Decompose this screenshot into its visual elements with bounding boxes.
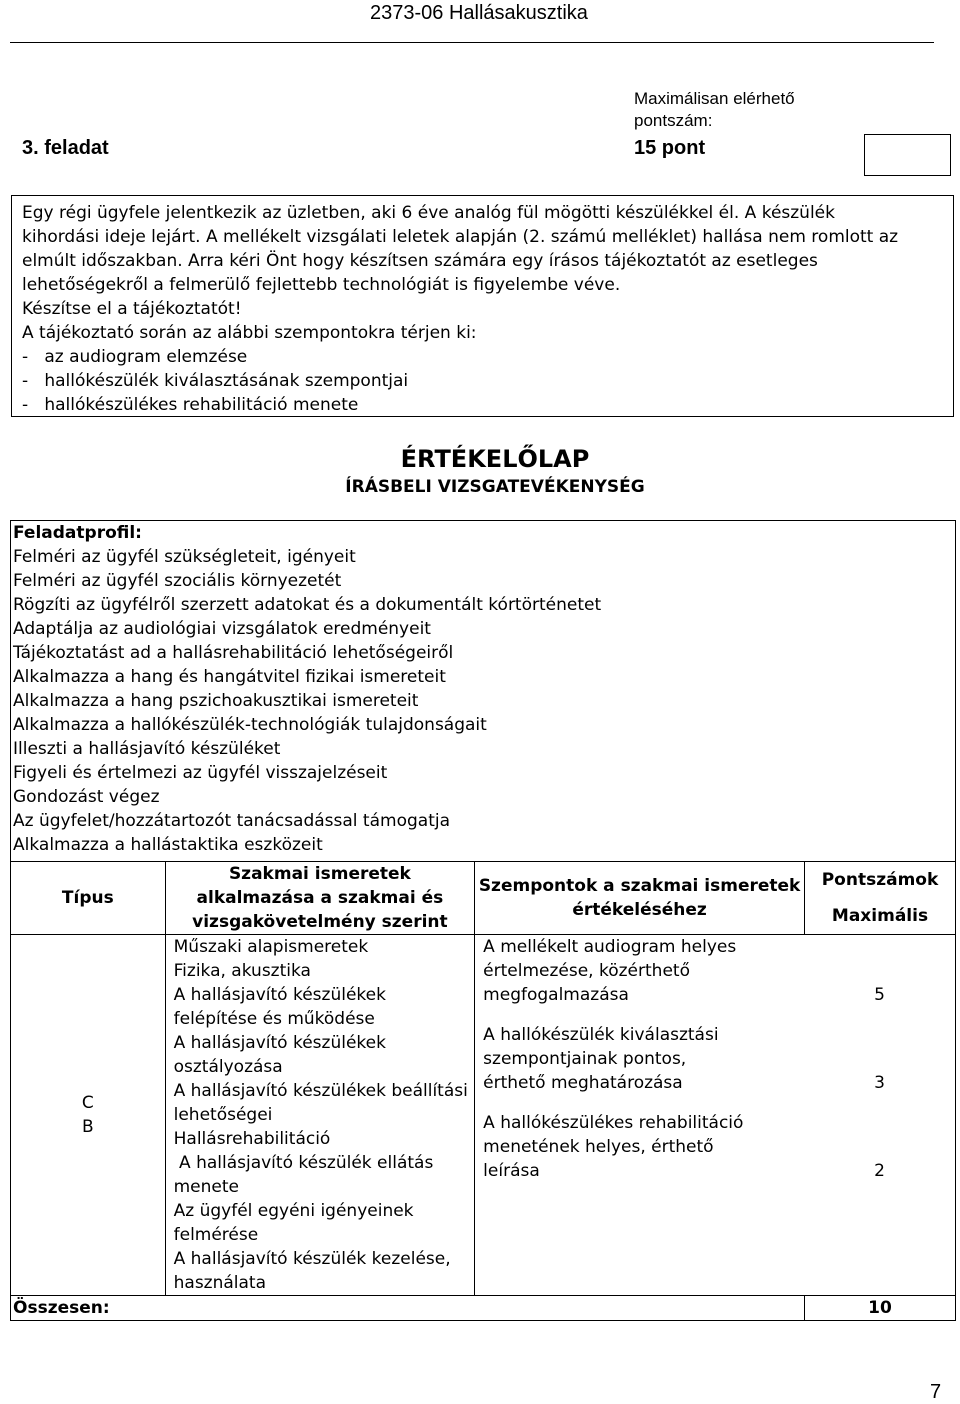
knowledge-item: A hallásjavító készülékek beállítási lehetőségei	[173, 1081, 468, 1125]
task-text-line: Készítse el a tájékoztatót!	[22, 299, 242, 319]
knowledge-item: A hallásjavító készülék ellátás menete	[173, 1153, 439, 1197]
type-cell	[11, 935, 166, 1296]
criterion-max: 2	[874, 1161, 885, 1181]
profile-item: Tájékoztatást ad a hallásrehabilitáció lehetőségeiről	[13, 643, 454, 663]
score-box	[864, 134, 951, 176]
type-value: B	[81, 1117, 94, 1137]
criterion-max: 3	[874, 1073, 885, 1093]
header-title: 2373-06 Hallásakusztika	[370, 2, 588, 24]
max-points-label-line1: Maximálisan elérhető	[634, 89, 795, 108]
col-header-points	[805, 862, 956, 935]
criterion-row	[475, 1111, 955, 1183]
task-profile-cell	[11, 521, 956, 862]
knowledge-item: Fizika, akusztika	[173, 961, 311, 981]
criterion-row	[475, 1023, 955, 1095]
task-bullet: - hallókészülékes rehabilitáció menete	[22, 395, 359, 415]
max-points-label-line2: pontszám:	[634, 111, 713, 130]
col-header-knowledge: Szakmai ismeretek alkalmazása a szakmai és vizsgakövetelmény szerint	[165, 862, 475, 935]
task-bullet: - az audiogram elemzése	[22, 347, 248, 367]
task-bullet: - hallókészülék kiválasztásának szempontjai	[22, 371, 409, 391]
profile-item: Illeszti a hallásjavító készüléket	[13, 739, 281, 759]
profile-item: Gondozást végez	[13, 787, 160, 807]
knowledge-item: A hallásjavító készülék kezelése, használata	[173, 1249, 451, 1293]
profile-item: Felméri az ügyfél szociális környezetét	[13, 571, 342, 591]
criterion-text: A hallókészülékes rehabilitáció menetének helyes, érthető leírása	[483, 1113, 744, 1181]
evaluation-title: ÉRTÉKELŐLAP	[400, 445, 590, 473]
profile-item: Alkalmazza a hallókészülék-technológiák tulajdonságait	[13, 715, 487, 735]
profile-item: Rögzíti az ügyfélről szerzett adatokat és a dokumentált kórtörténetet	[13, 595, 602, 615]
header-rule	[10, 42, 934, 43]
col-header-max-label: Maximális	[831, 906, 929, 926]
task-text-line: Egy régi ügyfele jelentkezik az üzletben, aki 6 éve analóg fül mögötti készülékkel él. A készülék	[22, 203, 835, 223]
profile-item: Alkalmazza a hang és hangátvitel fizikai ismereteit	[13, 667, 446, 687]
evaluation-subtitle: ÍRÁSBELI VIZSGATEVÉKENYSÉG	[345, 477, 645, 497]
col-header-type: Típus	[11, 862, 166, 935]
profile-item: Alkalmazza a hang pszichoakusztikai ismereteit	[13, 691, 419, 711]
task-text-line: lehetőségekről a felmerülő fejlettebb technológiát is figyelembe véve.	[22, 275, 621, 295]
col-header-criteria: Szempontok a szakmai ismeretek értékeléséhez	[475, 862, 805, 935]
knowledge-item: A hallásjavító készülékek osztályozása	[173, 1033, 386, 1077]
criteria-cell	[475, 935, 956, 1296]
evaluation-table	[10, 520, 956, 1321]
task-points: 15 pont	[634, 137, 706, 159]
task-text-line: A tájékoztató során az alábbi szempontokra térjen ki:	[22, 323, 477, 343]
criterion-text: A mellékelt audiogram helyes értelmezése, közérthető megfogalmazása	[483, 937, 737, 1005]
max-points-label	[634, 88, 795, 132]
knowledge-item: Hallásrehabilitáció	[173, 1129, 331, 1149]
knowledge-item: Műszaki alapismeretek	[173, 937, 369, 957]
knowledge-cell	[165, 935, 475, 1296]
knowledge-item: A hallásjavító készülékek felépítése és működése	[173, 985, 386, 1029]
type-value: C	[81, 1093, 94, 1113]
col-header-points-label: Pontszámok	[821, 870, 939, 890]
task-description-box	[11, 195, 954, 417]
total-label: Összesen:	[11, 1296, 805, 1321]
criterion-text: A hallókészülék kiválasztási szempontjainak pontos, érthető meghatározása	[483, 1025, 719, 1093]
profile-heading: Feladatprofil:	[13, 523, 142, 543]
knowledge-item: Az ügyfél egyéni igényeinek felmérése	[173, 1201, 414, 1245]
total-value: 10	[805, 1296, 956, 1321]
criterion-row	[475, 935, 955, 1007]
task-text-line: elmúlt időszakban. Arra kéri Önt hogy készítsen számára egy írásos tájékoztatót az esetleges	[22, 251, 818, 271]
profile-item: Adaptálja az audiológiai vizsgálatok eredményeit	[13, 619, 431, 639]
criterion-max: 5	[874, 985, 885, 1005]
profile-item: Felméri az ügyfél szükségleteit, igényeit	[13, 547, 356, 567]
profile-item: Alkalmazza a hallástaktika eszközeit	[13, 835, 323, 855]
task-text-line: kihordási ideje lejárt. A mellékelt vizsgálati leletek alapján (2. számú melléklet) hallása nem romlott az	[22, 227, 899, 247]
profile-item: Az ügyfelet/hozzátartozót tanácsadással támogatja	[13, 811, 450, 831]
task-label: 3. feladat	[22, 137, 109, 159]
page-number: 7	[930, 1381, 942, 1403]
profile-item: Figyeli és értelmezi az ügyfél visszajelzéseit	[13, 763, 388, 783]
